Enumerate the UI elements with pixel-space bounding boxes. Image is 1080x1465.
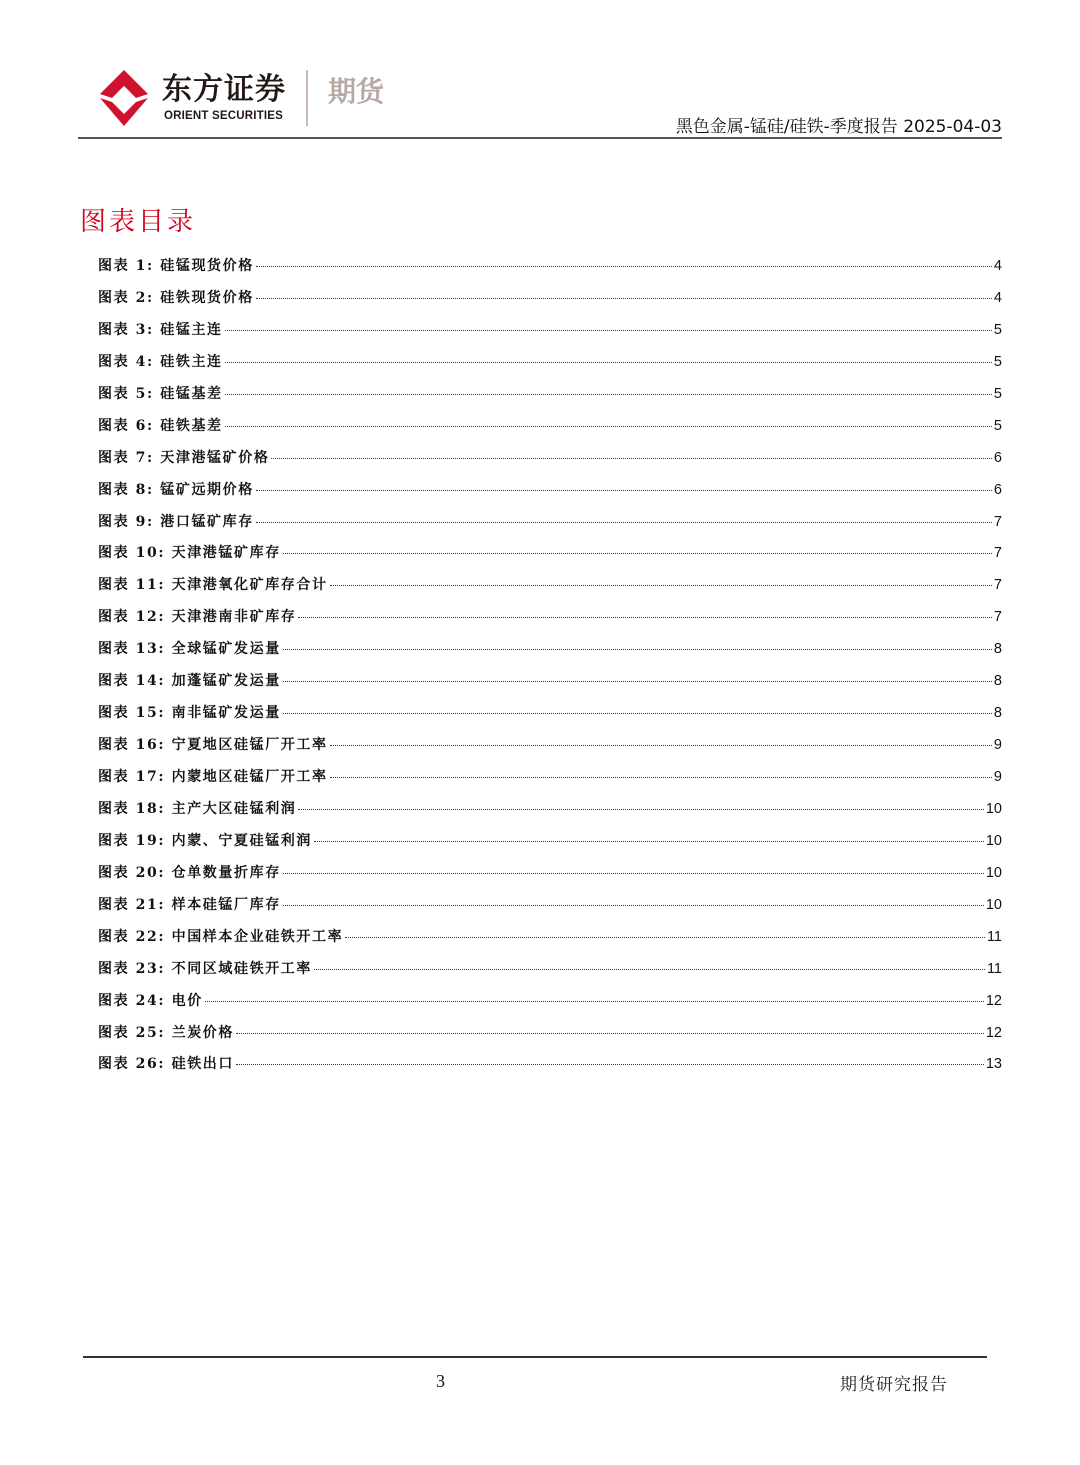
toc-entry[interactable] <box>98 891 1002 923</box>
toc-dot-leader <box>283 553 992 554</box>
toc-entry-label[interactable]: 图表 15: 南非锰矿发运量 <box>98 705 281 722</box>
toc-entry-page[interactable]: 4 <box>993 289 1002 306</box>
toc-entry[interactable] <box>98 955 1002 987</box>
logo-divider <box>306 70 308 126</box>
toc-entry-label[interactable]: 图表 10: 天津港锰矿库存 <box>98 545 281 562</box>
toc-entry[interactable] <box>98 699 1002 731</box>
page-number: 3 <box>436 1371 445 1391</box>
toc-entry[interactable] <box>98 635 1002 667</box>
toc-dot-leader <box>256 522 992 523</box>
toc-entry[interactable] <box>98 1050 1002 1082</box>
toc-entry[interactable] <box>98 476 1002 508</box>
toc-entry-label[interactable]: 图表 16: 宁夏地区硅锰厂开工率 <box>98 737 328 754</box>
toc-entry-page[interactable]: 10 <box>985 864 1002 881</box>
toc-entry[interactable] <box>98 987 1002 1019</box>
toc-dot-leader <box>283 713 992 714</box>
toc-dot-leader <box>283 681 992 682</box>
report-title: 黑色金属-锰硅/硅铁-季度报告 2025-04-03 <box>675 117 1002 137</box>
toc-entry-page[interactable]: 5 <box>993 321 1002 338</box>
toc-dot-leader <box>236 1064 984 1065</box>
toc-entry-label[interactable]: 图表 23: 不同区域硅铁开工率 <box>98 960 312 977</box>
toc-entry-label[interactable]: 图表 18: 主产大区硅锰利润 <box>98 800 297 817</box>
toc-entry-page[interactable]: 8 <box>993 673 1002 690</box>
toc-entry-label[interactable]: 图表 21: 样本硅锰厂库存 <box>98 896 281 913</box>
toc-entry-label[interactable]: 图表 26: 硅铁出口 <box>98 1056 234 1073</box>
toc-entry-page[interactable]: 11 <box>986 928 1002 945</box>
page-header <box>78 60 1002 140</box>
toc-entry-page[interactable]: 5 <box>993 353 1002 370</box>
toc-entry[interactable] <box>98 539 1002 571</box>
toc-entry[interactable] <box>98 1019 1002 1051</box>
toc-dot-leader <box>225 330 992 331</box>
toc-entry-label[interactable]: 图表 6: 硅铁基差 <box>98 417 223 434</box>
header-divider <box>78 137 1002 139</box>
toc-dot-leader <box>330 777 992 778</box>
toc-entry-label[interactable]: 图表 14: 加蓬锰矿发运量 <box>98 673 281 690</box>
toc-entry-page[interactable]: 5 <box>993 417 1002 434</box>
toc-entry[interactable] <box>98 252 1002 284</box>
footer-label: 期货研究报告 <box>840 1375 948 1395</box>
toc-entry-page[interactable]: 7 <box>993 577 1002 594</box>
toc-entry-label[interactable]: 图表 20: 仓单数量折库存 <box>98 864 281 881</box>
toc-entry-page[interactable]: 9 <box>993 769 1002 785</box>
toc-dot-leader <box>236 1033 984 1034</box>
toc-entry-label[interactable]: 图表 12: 天津港南非矿库存 <box>98 609 297 626</box>
toc-dot-leader <box>256 266 992 267</box>
toc-dot-leader <box>256 298 992 299</box>
toc-entry[interactable] <box>98 763 1002 795</box>
toc-entry[interactable] <box>98 923 1002 955</box>
toc-entry-label[interactable]: 图表 8: 锰矿远期价格 <box>98 481 254 498</box>
toc-dot-leader <box>345 937 985 938</box>
toc-dot-leader <box>283 649 992 650</box>
toc-entry-page[interactable]: 8 <box>993 641 1002 658</box>
toc-entry-label[interactable]: 图表 9: 港口锰矿库存 <box>98 513 254 530</box>
brand-name-en: ORIENT SECURITIES <box>164 110 284 122</box>
toc-entry[interactable] <box>98 731 1002 763</box>
toc-entry-page[interactable]: 12 <box>985 992 1002 1009</box>
toc-entry[interactable] <box>98 348 1002 380</box>
toc-dot-leader <box>330 745 992 746</box>
toc-entry[interactable] <box>98 508 1002 540</box>
toc-entry-page[interactable]: 9 <box>993 737 1002 754</box>
toc-entry-page[interactable]: 13 <box>985 1056 1002 1073</box>
toc-dot-leader <box>225 362 992 363</box>
toc-entry-page[interactable]: 10 <box>985 896 1002 913</box>
toc-entry-page[interactable]: 12 <box>985 1024 1002 1041</box>
toc-entry[interactable] <box>98 603 1002 635</box>
toc-dot-leader <box>298 617 992 618</box>
toc-entry-page[interactable]: 7 <box>993 609 1002 626</box>
toc-entry-page[interactable]: 7 <box>993 513 1002 530</box>
toc-entry[interactable] <box>98 284 1002 316</box>
brand-subtitle: 期货 <box>328 75 385 108</box>
toc-entry-label[interactable]: 图表 1: 硅锰现货价格 <box>98 258 254 274</box>
toc-dot-leader <box>225 426 992 427</box>
toc-heading: 图表目录 <box>80 207 197 237</box>
toc-dot-leader <box>205 1001 984 1002</box>
toc-entry-page[interactable]: 10 <box>985 832 1002 849</box>
toc-entry-label[interactable]: 图表 19: 内蒙、宁夏硅锰利润 <box>98 832 312 849</box>
toc-entry-page[interactable]: 11 <box>986 960 1002 977</box>
toc-entry-label[interactable]: 图表 11: 天津港氧化矿库存合计 <box>98 577 328 594</box>
toc-dot-leader <box>283 873 984 874</box>
toc-dot-leader <box>225 394 992 395</box>
toc-dot-leader <box>314 969 985 970</box>
toc-entry[interactable] <box>98 859 1002 891</box>
toc-entry[interactable] <box>98 667 1002 699</box>
toc-entry-page[interactable]: 4 <box>993 258 1002 274</box>
toc-dot-leader <box>271 458 991 459</box>
toc-entry[interactable] <box>98 827 1002 859</box>
toc-entry-label[interactable]: 图表 3: 硅锰主连 <box>98 321 223 338</box>
toc-entry[interactable] <box>98 412 1002 444</box>
toc-entry-page[interactable]: 10 <box>985 800 1002 817</box>
toc-entry-label[interactable]: 图表 13: 全球锰矿发运量 <box>98 641 281 658</box>
toc-dot-leader <box>283 905 984 906</box>
toc-entry-label[interactable]: 图表 7: 天津港锰矿价格 <box>98 449 270 466</box>
toc-entry-label[interactable]: 图表 22: 中国样本企业硅铁开工率 <box>98 928 344 945</box>
orient-securities-logo-icon <box>98 68 150 128</box>
brand-name-cn: 东方证券 <box>162 72 286 107</box>
toc-dot-leader <box>298 809 983 810</box>
toc-entry-page[interactable]: 6 <box>993 481 1002 498</box>
toc-entry[interactable] <box>98 444 1002 476</box>
toc-dot-leader <box>314 841 984 842</box>
toc-dot-leader <box>330 585 992 586</box>
toc-entry-label[interactable]: 图表 4: 硅铁主连 <box>98 353 223 370</box>
toc-entry-label[interactable]: 图表 25: 兰炭价格 <box>98 1024 234 1041</box>
toc-dot-leader <box>256 490 992 491</box>
footer-divider <box>83 1356 987 1358</box>
toc-entry-page[interactable]: 6 <box>993 449 1002 466</box>
toc-entry-label[interactable]: 图表 5: 硅锰基差 <box>98 385 223 402</box>
toc-list <box>98 252 1002 1082</box>
toc-entry-page[interactable]: 5 <box>993 385 1002 402</box>
toc-entry[interactable] <box>98 571 1002 603</box>
toc-entry-label[interactable]: 图表 24: 电价 <box>98 992 203 1009</box>
toc-entry-label[interactable]: 图表 2: 硅铁现货价格 <box>98 289 254 306</box>
toc-entry[interactable] <box>98 316 1002 348</box>
toc-entry-label[interactable]: 图表 17: 内蒙地区硅锰厂开工率 <box>98 769 328 785</box>
toc-entry-page[interactable]: 8 <box>993 705 1002 722</box>
toc-entry[interactable] <box>98 380 1002 412</box>
toc-entry[interactable] <box>98 795 1002 827</box>
toc-entry-page[interactable]: 7 <box>993 545 1002 562</box>
